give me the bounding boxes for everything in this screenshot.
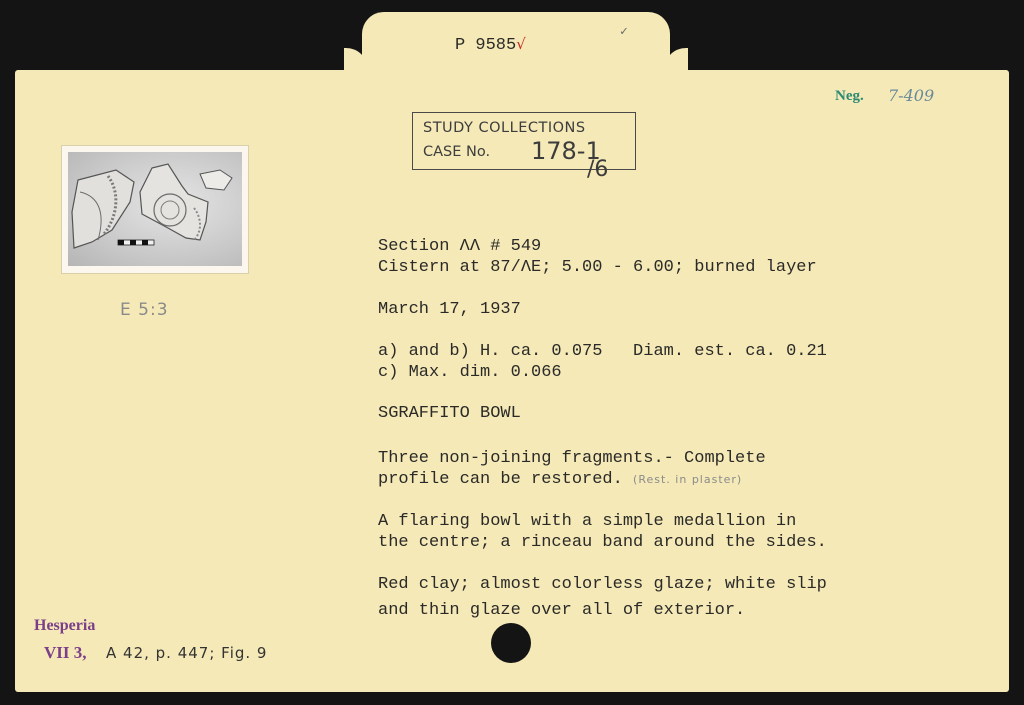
restoration-note: (Rest. in plaster) [633,473,743,486]
cistern-line: Cistern at 87/ΛE; 5.00 - 6.00; burned layer [378,258,817,277]
negative-number: 7-409 [888,86,935,105]
description-1-text: profile can be restored. [378,470,623,489]
stamp-case-number: 178-1 [531,137,601,165]
description-1-line-2 [378,469,742,490]
catalog-number [455,34,526,56]
study-collections-stamp [412,112,636,182]
punch-hole [491,623,531,663]
publication-reference: A 42, p. 447; Fig. 9 [106,644,268,662]
lot-number: E 5:3 [120,300,169,320]
description-2-line-1: A flaring bowl with a simple medallion in [378,512,797,531]
negative-label: Neg. [835,88,864,104]
artifact-photo-image [68,152,242,266]
dimensions-line-2: c) Max. dim. 0.066 [378,363,562,382]
catalog-number-text: P 9585 [455,36,517,55]
section-line: Section ΛΛ # 549 [378,237,542,256]
description-2-line-2: the centre; a rinceau band around the sides. [378,533,827,552]
dimensions-line-1: a) and b) H. ca. 0.075 Diam. est. ca. 0.21 [378,342,827,361]
stamp-case-fraction: /6 [587,157,609,182]
date-line: March 17, 1937 [378,300,521,319]
bowl-fragments-image [68,152,242,266]
publication-title: Hesperia [34,617,96,634]
description-1-line-1: Three non-joining fragments.- Complete [378,449,766,468]
description-3-line-1: Red clay; almost colorless glaze; white slip [378,575,827,594]
description-3-line-2: and thin glaze over all of exterior. [378,601,746,620]
stamp-heading: STUDY COLLECTIONS [423,120,586,136]
artifact-photo [62,146,248,273]
red-check-mark: √ [516,35,526,53]
publication-volume: VII 3, [44,643,87,662]
tab-check-mark: ✓ [620,24,628,39]
stamp-case-label: CASE No. [423,144,491,160]
object-title: SGRAFFITO BOWL [378,404,521,423]
